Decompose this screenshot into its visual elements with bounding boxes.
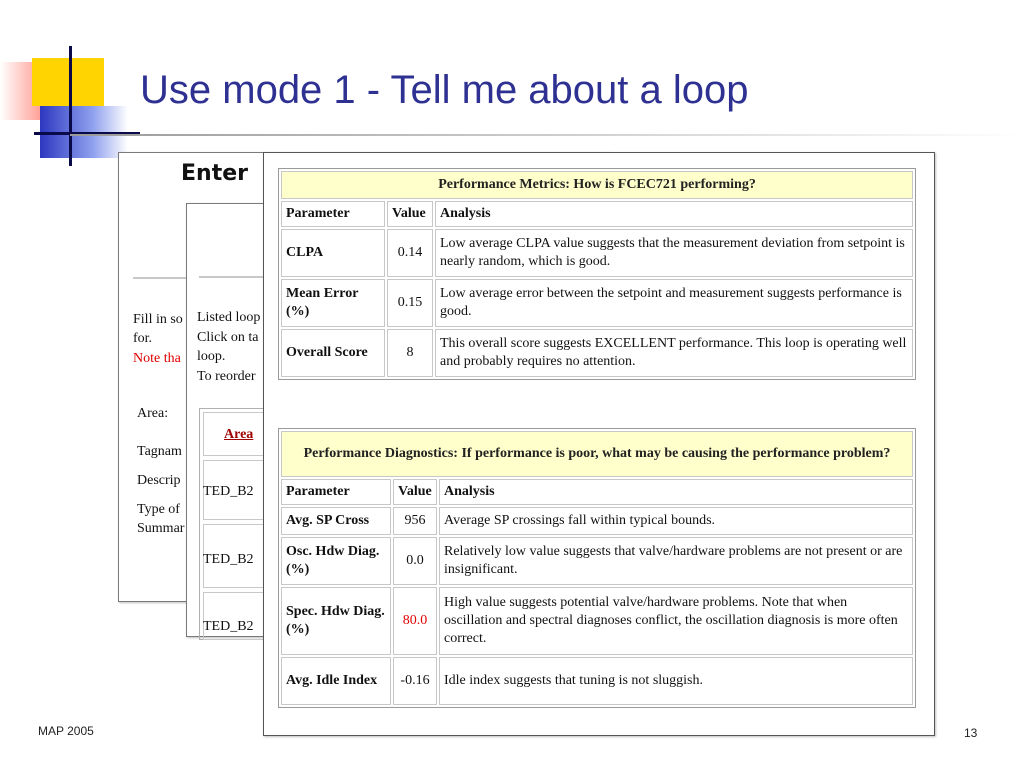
metric-name: CLPA [281, 229, 385, 277]
metric-analysis: This overall score suggests EXCELLENT performance. This loop is operating well and probably requires no attention. [435, 329, 913, 377]
metric-analysis: Low average CLPA value suggests that the measurement deviation from setpoint is nearly random, which is good. [435, 229, 913, 277]
metric-analysis: Low average error between the setpoint and measurement suggests performance is good. [435, 279, 913, 327]
corner-vertical-line [69, 46, 72, 166]
back-window-divider [133, 277, 193, 279]
metrics-row [281, 279, 913, 327]
field-label-description: Descrip [137, 473, 181, 488]
middle-window-line: Listed loop [197, 310, 261, 325]
back-window-note: Note tha [133, 351, 181, 366]
metrics-row [281, 229, 913, 277]
diagnostic-value: 0.0 [393, 537, 437, 585]
middle-window-line: loop. [197, 349, 226, 364]
footer-label: MAP 2005 [38, 724, 94, 738]
field-label-type: Type of [137, 502, 180, 517]
diagnostic-name: Osc. Hdw Diag. (%) [281, 537, 391, 585]
title-divider [70, 134, 1024, 136]
corner-decoration [0, 40, 140, 165]
back-window-instruction: Fill in so [133, 312, 183, 327]
diagnostics-row [281, 507, 913, 535]
back-window-heading: Enter [181, 161, 248, 186]
metrics-header-analysis: Analysis [435, 201, 913, 227]
metrics-header-parameter: Parameter [281, 201, 385, 227]
diagnostics-row [281, 657, 913, 705]
diagnostics-header-analysis: Analysis [439, 479, 913, 505]
diagnostics-row [281, 537, 913, 585]
diagnostic-analysis: High value suggests potential valve/hardware problems. Note that when oscillation and spectral diagnoses conflict, the oscillation diagnosis is more often correct. [439, 587, 913, 655]
area-column-link[interactable]: Area [224, 427, 254, 442]
diagnostics-header-value: Value [393, 479, 437, 505]
corner-yellow-block [32, 58, 104, 106]
middle-window-line: To reorder [197, 369, 256, 384]
diagnostic-analysis: Idle index suggests that tuning is not sluggish. [439, 657, 913, 705]
diagnostics-header-parameter: Parameter [281, 479, 391, 505]
performance-metrics-table [278, 168, 916, 380]
diagnostics-row [281, 587, 913, 655]
field-label-summary: Summar [137, 521, 185, 536]
middle-window-line: Click on ta [197, 330, 259, 345]
middle-window-divider [199, 276, 265, 278]
metric-name: Mean Error (%) [281, 279, 385, 327]
performance-window [263, 152, 935, 736]
field-label-tagname: Tagnam [137, 444, 182, 459]
diagnostics-table-title: Performance Diagnostics: If performance is poor, what may be causing the performance problem? [281, 431, 913, 477]
diagnostic-value: -0.16 [393, 657, 437, 705]
performance-diagnostics-table [278, 428, 916, 708]
page-number: 13 [964, 726, 978, 740]
metric-value: 0.15 [387, 279, 433, 327]
loop-row-area: TED_B2 [203, 552, 254, 567]
diagnostic-name: Avg. SP Cross [281, 507, 391, 535]
diagnostic-name: Spec. Hdw Diag. (%) [281, 587, 391, 655]
slide-title: Use mode 1 - Tell me about a loop [140, 68, 749, 112]
back-window-instruction: for. [133, 331, 153, 346]
loop-row-area: TED_B2 [203, 484, 254, 499]
field-label-area: Area: [137, 406, 169, 421]
diagnostic-analysis: Relatively low value suggests that valve/hardware problems are not present or are insignificant. [439, 537, 913, 585]
metric-value: 8 [387, 329, 433, 377]
loop-row-area: TED_B2 [203, 619, 254, 634]
diagnostic-analysis: Average SP crossings fall within typical bounds. [439, 507, 913, 535]
diagnostic-value: 956 [393, 507, 437, 535]
diagnostic-value-alert: 80.0 [393, 587, 437, 655]
diagnostic-name: Avg. Idle Index [281, 657, 391, 705]
metric-name: Overall Score [281, 329, 385, 377]
metrics-row [281, 329, 913, 377]
metrics-table-title: Performance Metrics: How is FCEC721 performing? [281, 171, 913, 199]
metrics-header-value: Value [387, 201, 433, 227]
metric-value: 0.14 [387, 229, 433, 277]
